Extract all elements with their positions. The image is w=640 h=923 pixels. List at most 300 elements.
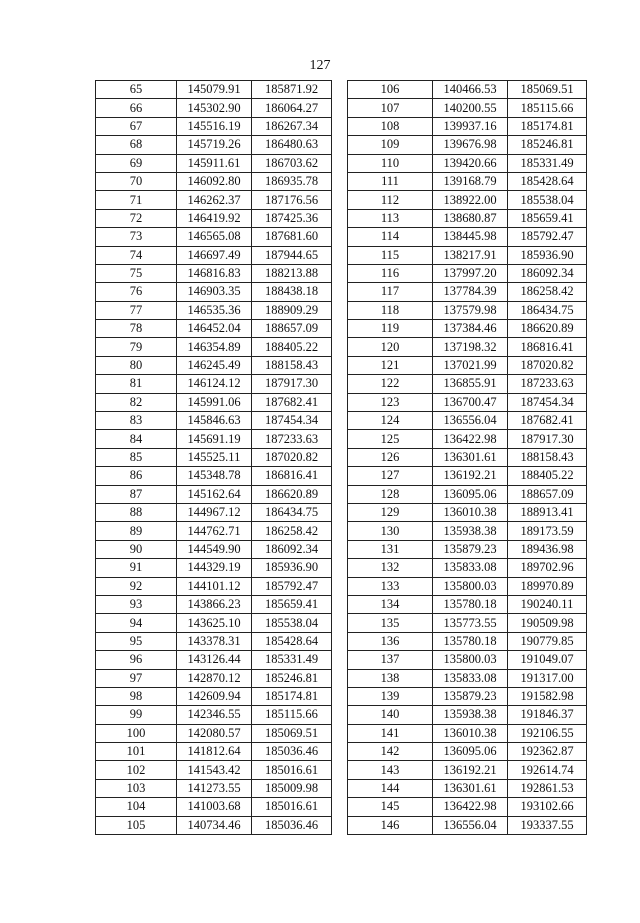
x-coordinate-cell: 144329.19 [177,559,252,577]
x-coordinate-cell: 146816.83 [177,264,252,282]
y-coordinate-cell: 186258.42 [508,283,587,301]
point-number-cell: 80 [96,356,177,374]
y-coordinate-cell: 185036.46 [252,743,332,761]
y-coordinate-cell: 188657.09 [508,485,587,503]
x-coordinate-cell: 146452.04 [177,320,252,338]
x-coordinate-cell: 135800.03 [433,577,508,595]
point-number-cell: 91 [96,559,177,577]
y-coordinate-cell: 190240.11 [508,595,587,613]
x-coordinate-cell: 135938.38 [433,522,508,540]
point-number-cell: 145 [348,798,433,816]
point-number-cell: 111 [348,172,433,190]
y-coordinate-cell: 187425.36 [252,209,332,227]
table-row [96,81,332,99]
table-row [96,412,332,430]
y-coordinate-cell: 185016.61 [252,761,332,779]
table-row [96,632,332,650]
coordinate-table-left [95,80,332,835]
point-number-cell: 122 [348,375,433,393]
table-row [348,191,587,209]
point-number-cell: 87 [96,485,177,503]
y-coordinate-cell: 188913.41 [508,503,587,521]
table-row [348,393,587,411]
y-coordinate-cell: 187454.34 [252,412,332,430]
y-coordinate-cell: 191846.37 [508,706,587,724]
point-number-cell: 96 [96,651,177,669]
point-number-cell: 105 [96,816,177,834]
x-coordinate-cell: 136010.38 [433,503,508,521]
table-row [96,724,332,742]
y-coordinate-cell: 186267.34 [252,117,332,135]
x-coordinate-cell: 135773.55 [433,614,508,632]
point-number-cell: 77 [96,301,177,319]
x-coordinate-cell: 136301.61 [433,779,508,797]
y-coordinate-cell: 186092.34 [508,264,587,282]
table-row [348,246,587,264]
point-number-cell: 94 [96,614,177,632]
y-coordinate-cell: 185069.51 [252,724,332,742]
x-coordinate-cell: 135879.23 [433,540,508,558]
y-coordinate-cell: 185428.64 [508,172,587,190]
y-coordinate-cell: 190509.98 [508,614,587,632]
y-coordinate-cell: 185174.81 [508,117,587,135]
y-coordinate-cell: 191317.00 [508,669,587,687]
x-coordinate-cell: 140200.55 [433,99,508,117]
y-coordinate-cell: 187681.60 [252,228,332,246]
table-row [96,687,332,705]
y-coordinate-cell: 185871.92 [252,81,332,99]
table-row [348,154,587,172]
point-number-cell: 93 [96,595,177,613]
point-number-cell: 65 [96,81,177,99]
table-row [348,99,587,117]
x-coordinate-cell: 142080.57 [177,724,252,742]
point-number-cell: 84 [96,430,177,448]
x-coordinate-cell: 146262.37 [177,191,252,209]
table-row [348,485,587,503]
x-coordinate-cell: 138680.87 [433,209,508,227]
point-number-cell: 73 [96,228,177,246]
point-number-cell: 129 [348,503,433,521]
x-coordinate-cell: 146354.89 [177,338,252,356]
y-coordinate-cell: 185174.81 [252,687,332,705]
x-coordinate-cell: 142870.12 [177,669,252,687]
table-row [96,467,332,485]
point-number-cell: 99 [96,706,177,724]
table-row [96,651,332,669]
y-coordinate-cell: 185538.04 [252,614,332,632]
point-number-cell: 72 [96,209,177,227]
point-number-cell: 90 [96,540,177,558]
x-coordinate-cell: 138445.98 [433,228,508,246]
x-coordinate-cell: 144101.12 [177,577,252,595]
table-row [348,283,587,301]
table-row [96,209,332,227]
y-coordinate-cell: 185936.90 [508,246,587,264]
y-coordinate-cell: 186480.63 [252,136,332,154]
point-number-cell: 119 [348,320,433,338]
point-number-cell: 67 [96,117,177,135]
table-row [348,577,587,595]
x-coordinate-cell: 146419.92 [177,209,252,227]
x-coordinate-cell: 135800.03 [433,651,508,669]
table-row [348,669,587,687]
x-coordinate-cell: 146092.80 [177,172,252,190]
point-number-cell: 142 [348,743,433,761]
y-coordinate-cell: 189173.59 [508,522,587,540]
x-coordinate-cell: 136095.06 [433,485,508,503]
point-number-cell: 108 [348,117,433,135]
table-row [96,320,332,338]
y-coordinate-cell: 185115.66 [252,706,332,724]
y-coordinate-cell: 186434.75 [508,301,587,319]
x-coordinate-cell: 135780.18 [433,595,508,613]
point-number-cell: 141 [348,724,433,742]
table-row [348,264,587,282]
x-coordinate-cell: 135833.08 [433,559,508,577]
y-coordinate-cell: 192106.55 [508,724,587,742]
x-coordinate-cell: 143378.31 [177,632,252,650]
table-row [348,522,587,540]
point-number-cell: 120 [348,338,433,356]
x-coordinate-cell: 136422.98 [433,430,508,448]
y-coordinate-cell: 185331.49 [508,154,587,172]
y-coordinate-cell: 185538.04 [508,191,587,209]
table-row [348,172,587,190]
table-row [96,172,332,190]
point-number-cell: 146 [348,816,433,834]
table-row [348,467,587,485]
x-coordinate-cell: 136556.04 [433,816,508,834]
table-row [348,595,587,613]
x-coordinate-cell: 137384.46 [433,320,508,338]
point-number-cell: 115 [348,246,433,264]
point-number-cell: 136 [348,632,433,650]
y-coordinate-cell: 189702.96 [508,559,587,577]
table-row [348,743,587,761]
x-coordinate-cell: 139676.98 [433,136,508,154]
y-coordinate-cell: 187682.41 [252,393,332,411]
table-row [96,117,332,135]
y-coordinate-cell: 187682.41 [508,412,587,430]
table-row [96,669,332,687]
x-coordinate-cell: 136095.06 [433,743,508,761]
table-row [96,706,332,724]
table-row [96,743,332,761]
coordinate-table-right [347,80,587,835]
y-coordinate-cell: 187020.82 [252,448,332,466]
x-coordinate-cell: 139168.79 [433,172,508,190]
point-number-cell: 68 [96,136,177,154]
x-coordinate-cell: 135879.23 [433,687,508,705]
table-row [348,448,587,466]
point-number-cell: 114 [348,228,433,246]
point-number-cell: 113 [348,209,433,227]
point-number-cell: 131 [348,540,433,558]
table-row [348,651,587,669]
table-row [348,798,587,816]
y-coordinate-cell: 186434.75 [252,503,332,521]
point-number-cell: 116 [348,264,433,282]
y-coordinate-cell: 188213.88 [252,264,332,282]
table-row [348,136,587,154]
x-coordinate-cell: 145691.19 [177,430,252,448]
table-row [348,228,587,246]
table-row [96,228,332,246]
table-row [96,448,332,466]
point-number-cell: 98 [96,687,177,705]
point-number-cell: 143 [348,761,433,779]
point-number-cell: 137 [348,651,433,669]
table-row [348,632,587,650]
y-coordinate-cell: 185428.64 [252,632,332,650]
x-coordinate-cell: 139420.66 [433,154,508,172]
y-coordinate-cell: 193102.66 [508,798,587,816]
point-number-cell: 100 [96,724,177,742]
point-number-cell: 78 [96,320,177,338]
table-row [348,779,587,797]
table-row [348,430,587,448]
x-coordinate-cell: 145525.11 [177,448,252,466]
point-number-cell: 127 [348,467,433,485]
point-number-cell: 69 [96,154,177,172]
y-coordinate-cell: 188438.18 [252,283,332,301]
table-row [348,375,587,393]
point-number-cell: 83 [96,412,177,430]
x-coordinate-cell: 141543.42 [177,761,252,779]
point-number-cell: 103 [96,779,177,797]
y-coordinate-cell: 189436.98 [508,540,587,558]
x-coordinate-cell: 140466.53 [433,81,508,99]
y-coordinate-cell: 186816.41 [508,338,587,356]
x-coordinate-cell: 145719.26 [177,136,252,154]
x-coordinate-cell: 137021.99 [433,356,508,374]
x-coordinate-cell: 141003.68 [177,798,252,816]
x-coordinate-cell: 143866.23 [177,595,252,613]
x-coordinate-cell: 141812.64 [177,743,252,761]
table-row [96,356,332,374]
point-number-cell: 92 [96,577,177,595]
table-body [348,81,587,835]
x-coordinate-cell: 137997.20 [433,264,508,282]
point-number-cell: 106 [348,81,433,99]
table-row [96,393,332,411]
y-coordinate-cell: 186703.62 [252,154,332,172]
y-coordinate-cell: 185331.49 [252,651,332,669]
point-number-cell: 132 [348,559,433,577]
x-coordinate-cell: 138217.91 [433,246,508,264]
table-row [96,595,332,613]
y-coordinate-cell: 187233.63 [252,430,332,448]
y-coordinate-cell: 187917.30 [252,375,332,393]
y-coordinate-cell: 193337.55 [508,816,587,834]
y-coordinate-cell: 185069.51 [508,81,587,99]
point-number-cell: 71 [96,191,177,209]
table-row [348,706,587,724]
table-row [96,761,332,779]
x-coordinate-cell: 139937.16 [433,117,508,135]
point-number-cell: 110 [348,154,433,172]
point-number-cell: 140 [348,706,433,724]
x-coordinate-cell: 136556.04 [433,412,508,430]
y-coordinate-cell: 185792.47 [508,228,587,246]
y-coordinate-cell: 187917.30 [508,430,587,448]
y-coordinate-cell: 187176.56 [252,191,332,209]
point-number-cell: 144 [348,779,433,797]
table-row [96,246,332,264]
table-row [348,540,587,558]
table-row [348,816,587,834]
x-coordinate-cell: 145302.90 [177,99,252,117]
y-coordinate-cell: 186620.89 [252,485,332,503]
table-row [96,798,332,816]
x-coordinate-cell: 145079.91 [177,81,252,99]
y-coordinate-cell: 188158.43 [252,356,332,374]
y-coordinate-cell: 186092.34 [252,540,332,558]
table-row [348,559,587,577]
table-row [96,559,332,577]
point-number-cell: 85 [96,448,177,466]
x-coordinate-cell: 146697.49 [177,246,252,264]
page-number: 127 [309,58,331,73]
y-coordinate-cell: 185792.47 [252,577,332,595]
y-coordinate-cell: 187944.65 [252,246,332,264]
y-coordinate-cell: 192861.53 [508,779,587,797]
table-row [96,375,332,393]
table-row [348,412,587,430]
table-row [348,356,587,374]
x-coordinate-cell: 146124.12 [177,375,252,393]
x-coordinate-cell: 135780.18 [433,632,508,650]
x-coordinate-cell: 145991.06 [177,393,252,411]
point-number-cell: 74 [96,246,177,264]
table-row [96,264,332,282]
point-number-cell: 81 [96,375,177,393]
x-coordinate-cell: 137198.32 [433,338,508,356]
point-number-cell: 95 [96,632,177,650]
point-number-cell: 134 [348,595,433,613]
point-number-cell: 126 [348,448,433,466]
y-coordinate-cell: 185016.61 [252,798,332,816]
point-number-cell: 88 [96,503,177,521]
table-row [96,136,332,154]
table-row [348,761,587,779]
point-number-cell: 66 [96,99,177,117]
x-coordinate-cell: 141273.55 [177,779,252,797]
x-coordinate-cell: 135938.38 [433,706,508,724]
y-coordinate-cell: 187454.34 [508,393,587,411]
x-coordinate-cell: 136301.61 [433,448,508,466]
point-number-cell: 104 [96,798,177,816]
x-coordinate-cell: 142346.55 [177,706,252,724]
point-number-cell: 117 [348,283,433,301]
table-row [348,320,587,338]
x-coordinate-cell: 145846.63 [177,412,252,430]
x-coordinate-cell: 138922.00 [433,191,508,209]
point-number-cell: 109 [348,136,433,154]
point-number-cell: 89 [96,522,177,540]
table-row [96,191,332,209]
point-number-cell: 107 [348,99,433,117]
x-coordinate-cell: 145911.61 [177,154,252,172]
point-number-cell: 125 [348,430,433,448]
y-coordinate-cell: 186258.42 [252,522,332,540]
y-coordinate-cell: 190779.85 [508,632,587,650]
table-row [96,99,332,117]
point-number-cell: 112 [348,191,433,209]
point-number-cell: 138 [348,669,433,687]
x-coordinate-cell: 146535.36 [177,301,252,319]
table-row [96,485,332,503]
table-row [96,779,332,797]
point-number-cell: 124 [348,412,433,430]
x-coordinate-cell: 136192.21 [433,761,508,779]
y-coordinate-cell: 192614.74 [508,761,587,779]
table-row [348,209,587,227]
x-coordinate-cell: 136700.47 [433,393,508,411]
x-coordinate-cell: 136855.91 [433,375,508,393]
x-coordinate-cell: 145516.19 [177,117,252,135]
table-body [96,81,332,835]
point-number-cell: 118 [348,301,433,319]
point-number-cell: 70 [96,172,177,190]
table-row [96,154,332,172]
point-number-cell: 75 [96,264,177,282]
y-coordinate-cell: 185659.41 [252,595,332,613]
x-coordinate-cell: 146245.49 [177,356,252,374]
table-row [348,503,587,521]
x-coordinate-cell: 145162.64 [177,485,252,503]
table-row [348,117,587,135]
table-row [96,338,332,356]
x-coordinate-cell: 143625.10 [177,614,252,632]
table-row [96,540,332,558]
y-coordinate-cell: 186620.89 [508,320,587,338]
y-coordinate-cell: 185115.66 [508,99,587,117]
y-coordinate-cell: 188657.09 [252,320,332,338]
point-number-cell: 82 [96,393,177,411]
x-coordinate-cell: 137784.39 [433,283,508,301]
x-coordinate-cell: 144549.90 [177,540,252,558]
x-coordinate-cell: 146903.35 [177,283,252,301]
point-number-cell: 121 [348,356,433,374]
y-coordinate-cell: 185246.81 [508,136,587,154]
y-coordinate-cell: 188909.29 [252,301,332,319]
table-row [96,301,332,319]
point-number-cell: 135 [348,614,433,632]
y-coordinate-cell: 185659.41 [508,209,587,227]
point-number-cell: 79 [96,338,177,356]
point-number-cell: 139 [348,687,433,705]
y-coordinate-cell: 185036.46 [252,816,332,834]
x-coordinate-cell: 135833.08 [433,669,508,687]
y-coordinate-cell: 185246.81 [252,669,332,687]
table-row [96,503,332,521]
x-coordinate-cell: 144967.12 [177,503,252,521]
y-coordinate-cell: 186935.78 [252,172,332,190]
x-coordinate-cell: 145348.78 [177,467,252,485]
point-number-cell: 123 [348,393,433,411]
table-row [96,577,332,595]
y-coordinate-cell: 189970.89 [508,577,587,595]
x-coordinate-cell: 137579.98 [433,301,508,319]
y-coordinate-cell: 185936.90 [252,559,332,577]
table-row [348,301,587,319]
point-number-cell: 97 [96,669,177,687]
point-number-cell: 76 [96,283,177,301]
y-coordinate-cell: 188158.43 [508,448,587,466]
point-number-cell: 128 [348,485,433,503]
